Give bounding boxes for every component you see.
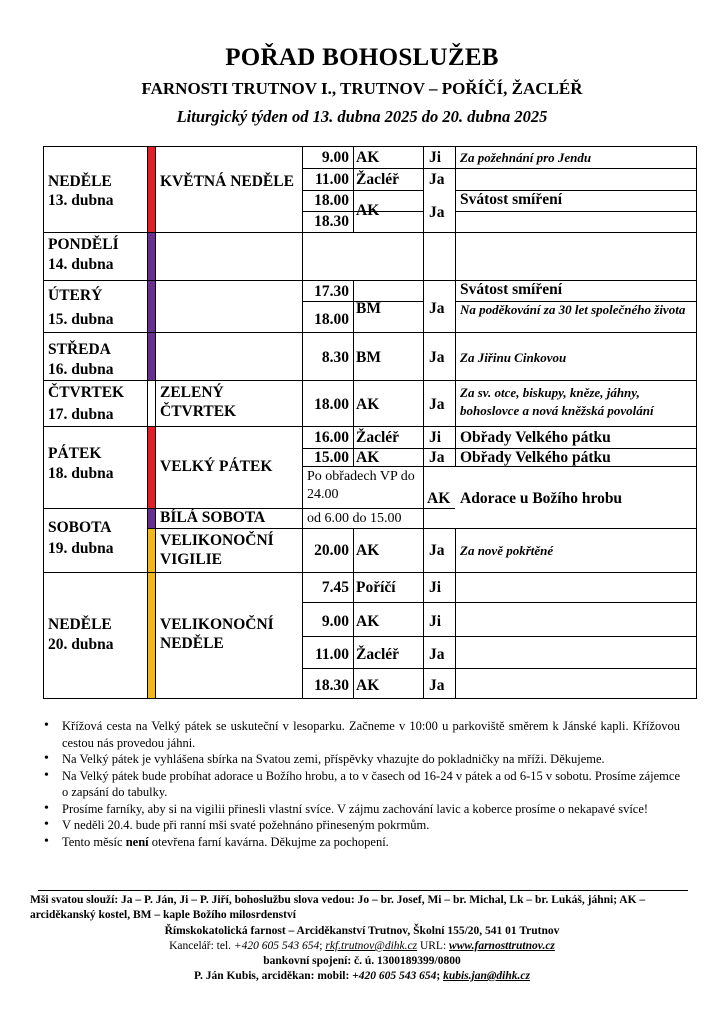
service-intention: Adorace u Božího hrobu [460,490,623,507]
footer-office [0,939,724,954]
service-time: 18.00 [314,311,349,328]
color-bar-red-1 [147,146,155,232]
service-priest: Ji [429,579,442,596]
feast-name: VELKÝ PÁTEK [160,458,273,475]
service-intention: Svátost smíření [460,191,563,208]
service-time: od 6.00 do 15.00 [307,511,402,526]
announcement-item: • Na Velký pátek bude probíhat adorace u Božího hrobu, a to v časech od 16-24 v pátek a od 6-15 v sobotu. Prosíme zájemce o zapsání do tabulky. [44,768,680,801]
service-intention: Za požehnání pro Jendu [460,150,592,165]
service-priest: Ja [429,542,445,559]
service-time: 11.00 [314,646,349,663]
day-date: 13. dubna [48,192,114,209]
day-name: NEDĚLE [48,616,112,633]
service-time: 11.00 [314,171,349,188]
day-name: ČTVRTEK [48,384,125,401]
week-subtitle: Liturgický týden od 13. dubna 2025 do 20. dubna 2025 [176,107,548,126]
service-priest: Ja [429,300,445,317]
service-priest: Ja [429,204,445,221]
service-time: 18.30 [314,677,349,694]
note-text: Tento měsíc [62,834,126,849]
page-title: POŘAD BOHOSLUŽEB [225,44,499,71]
feast-name: VELIKONOČNÍ VIGILIE [160,532,274,568]
service-time: 9.00 [321,613,349,630]
feast-name: BÍLÁ SOBOTA [160,509,266,526]
service-time: 16.00 [314,429,349,446]
service-time: Po obřadech VP do 24.00 [307,469,415,502]
schedule-table [43,146,697,699]
service-time: 18.00 [314,396,349,413]
service-time: 18.30 [314,213,349,230]
service-place: Žacléř [356,646,400,663]
service-place: Žacléř [356,429,400,446]
priest-label: P. Ján Kubis, arciděkan: mobil: [194,970,353,982]
service-time: 20.00 [314,542,349,559]
day-date: 20. dubna [48,636,114,653]
color-bar-red-2 [147,426,155,508]
service-priest: Ja [429,449,445,466]
service-place: AK [356,677,380,694]
feast-name: KVĚTNÁ NEDĚLE [160,173,294,190]
footer-divider [38,890,688,891]
service-priest: Ja [429,677,445,694]
service-place: AK [356,202,380,219]
url-label: URL: [417,940,450,952]
service-priest: Ji [429,429,442,446]
service-intention: Za nově pokřtěné [460,543,554,558]
service-place: AK [356,149,380,166]
service-place: AK [427,490,451,507]
day-name: SOBOTA [48,519,112,536]
office-phone: +420 605 543 654 [233,940,320,952]
announcements [44,718,680,850]
day-name: PONDĚLÍ [48,236,119,253]
service-place: BM [356,349,381,366]
service-intention: Za Jiřinu Cinkovou [460,350,567,365]
announcement-item: • Na Velký pátek je vyhlášena sbírka na Svatou zemi, příspěvky vhazujte do pokladničky na mříži. Děkujeme. [44,751,680,768]
office-label: Kancelář: tel. [169,940,234,952]
service-time: 18.00 [314,192,349,209]
service-priest: Ji [429,149,442,166]
service-time: 17.30 [314,283,349,300]
separator: ; [319,940,326,952]
service-priest: Ji [429,613,442,630]
color-bar-gold [147,528,155,699]
day-date: 14. dubna [48,256,114,273]
service-time: 7.45 [321,579,349,596]
service-intention: Obřady Velkého pátku [460,449,611,466]
day-date: 18. dubna [48,465,114,482]
day-date: 19. dubna [48,540,114,557]
service-time: 15.00 [314,449,349,466]
color-bar-white [147,380,155,426]
day-date: 16. dubna [48,361,114,378]
service-priest: Ja [429,396,445,413]
service-place: AK [356,396,380,413]
service-time: 9.00 [321,149,349,166]
office-email-link[interactable]: rkf.trutnov@dihk.cz [325,940,418,952]
service-priest: Ja [429,349,445,366]
service-place: BM [356,300,381,317]
service-place: AK [356,613,380,630]
footer-bank: bankovní spojení: č. ú. 1300189399/0800 [263,955,461,967]
service-intention: Na poděkování za 30 let společného života [460,302,686,317]
service-place: Žacléř [356,171,400,188]
announcement-item: • Křížová cesta na Velký pátek se uskuteční v lesoparku. Začneme v 10:00 u parkoviště směrem k Jánské kapli. Křížovou cestou nás provedou jáhni. [44,718,680,751]
service-priest: Ja [429,171,445,188]
service-place: AK [356,542,380,559]
service-place: AK [356,449,380,466]
announcement-item: • V neděli 20.4. bude při ranní mši svaté požehnáno přineseným pokrmům. [44,817,680,834]
feast-name: VELIKONOČNÍ NEDĚLE [160,616,274,652]
announcement-item [44,834,680,851]
service-intention: Obřady Velkého pátku [460,429,611,446]
note-emphasis: není [125,834,149,849]
separator: ; [436,970,444,982]
note-text: otevřena farní kavárna. Děkujme za pochopení. [148,834,389,849]
service-intention: Svátost smíření [460,281,563,298]
service-time: 8.30 [321,349,349,366]
day-name: ÚTERÝ [48,287,103,304]
color-bar-purple-2 [147,280,155,380]
website-link[interactable]: www.farnosttrutnov.cz [449,940,555,952]
day-name: STŘEDA [48,341,111,358]
service-intention: Za sv. otce, biskupy, kněze, jáhny, bohoslovce a nová kněžská povolání [460,385,654,418]
footer-priest [0,969,724,984]
footer-organization: Římskokatolická farnost – Arciděkanství Trutnov, Školní 155/20, 541 01 Trutnov [164,925,560,937]
announcement-item: • Prosíme farníky, aby si na vigilii přinesli vlastní svíce. V zájmu zachování lavic a koberce prosíme o nekapavé svíce! [44,801,680,818]
priest-phone: +420 605 543 654 [352,970,437,982]
feast-name: ZELENÝ ČTVRTEK [160,384,237,420]
service-place: Poříčí [356,579,396,596]
color-bar-purple [147,232,155,280]
day-date: 15. dubna [48,311,114,328]
day-date: 17. dubna [48,406,114,423]
footer-legend: Mši svatou slouží: Ja – P. Ján, Ji – P. Jiří, bohoslužbu slova vedou: Jo – br. Josef, Mi – br. Michal, Lk – br. Lukáš, jáhni; AK – arciděkanský kostel, BM – kaple Božího milosrdenství [30,894,646,921]
day-name: PÁTEK [48,445,102,462]
priest-email-link[interactable]: kubis.jan@dihk.cz [443,970,530,982]
parishes-subtitle: FARNOSTI TRUTNOV I., TRUTNOV – POŘÍČÍ, ŽACLÉŘ [141,79,583,98]
service-priest: Ja [429,646,445,663]
day-name: NEDĚLE [48,173,112,190]
color-bar-purple-3 [147,508,155,528]
